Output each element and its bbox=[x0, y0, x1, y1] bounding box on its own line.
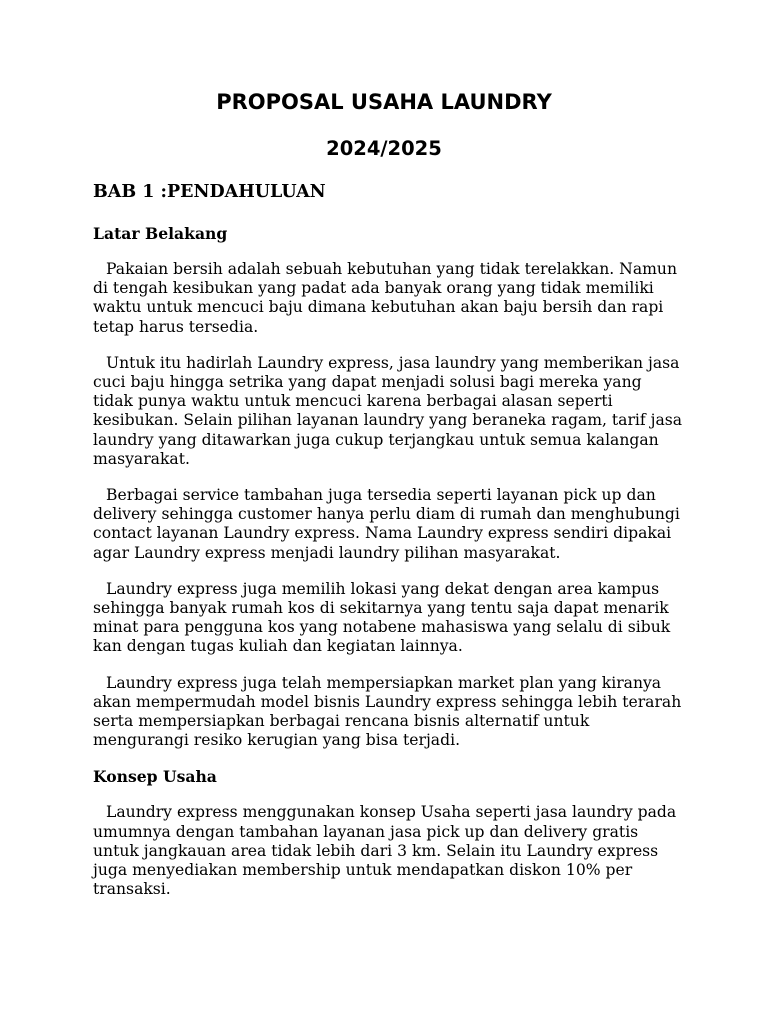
paragraph: Laundry express juga memilih lokasi yang dekat dengan area kampus sehingga banyak rumah kos di sekitarnya yang tentu saja dapat menarik minat para pengguna kos yang notabene mahasiswa yang selalu di sibuk kan dengan tugas kuliah dan kegiatan lainnya. bbox=[93, 579, 671, 656]
section-latar-belakang bbox=[93, 224, 683, 750]
document-year: 2024/2025 bbox=[326, 137, 442, 160]
section-konsep-usaha bbox=[93, 767, 683, 899]
paragraph: Laundry express menggunakan konsep Usaha seperti jasa laundry pada umumnya dengan tambahan layanan jasa pick up dan delivery gratis untuk jangkauan area tidak lebih dari 3 km. Selain itu Laundry express juga menyediakan membership untuk mendapatkan diskon 10% per transaksi. bbox=[93, 803, 677, 899]
section-heading: Latar Belakang bbox=[93, 224, 228, 243]
paragraph: Untuk itu hadirlah Laundry express, jasa laundry yang memberikan jasa cuci baju hingga setrika yang dapat menjadi solusi bagi mereka yang tidak punya waktu untuk mencuci karena berbagai alasan seperti kesibukan. Selain pilihan layanan laundry yang beraneka ragam, tarif jasa laundry yang ditawarkan juga cukup terjangkau untuk semua kalangan masyarakat. bbox=[93, 353, 683, 468]
chapter-heading: BAB 1 :PENDAHULUAN bbox=[93, 182, 326, 202]
document-body bbox=[93, 181, 683, 916]
paragraph: Laundry express juga telah mempersiapkan market plan yang kiranya akan mempermudah model bisnis Laundry express sehingga lebih terarah serta mempersiapkan berbagai rencana bisnis alternatif untuk mengurangi resiko kerugian yang bisa terjadi. bbox=[93, 673, 682, 750]
document-title: PROPOSAL USAHA LAUNDRY bbox=[216, 90, 552, 114]
section-heading: Konsep Usaha bbox=[93, 767, 217, 787]
paragraph: Berbagai service tambahan juga tersedia seperti layanan pick up dan delivery sehingga customer hanya perlu diam di rumah dan menghubungi contact layanan Laundry express. Nama Laundry express sendiri dipakai agar Laundry express menjadi laundry pilihan masyarakat. bbox=[93, 486, 680, 562]
paragraph: Pakaian bersih adalah sebuah kebutuhan yang tidak terelakkan. Namun di tengah kesibukan yang padat ada banyak orang yang tidak memiliki waktu untuk mencuci baju dimana kebutuhan akan baju bersih dan rapi tetap harus tersedia. bbox=[93, 260, 677, 336]
